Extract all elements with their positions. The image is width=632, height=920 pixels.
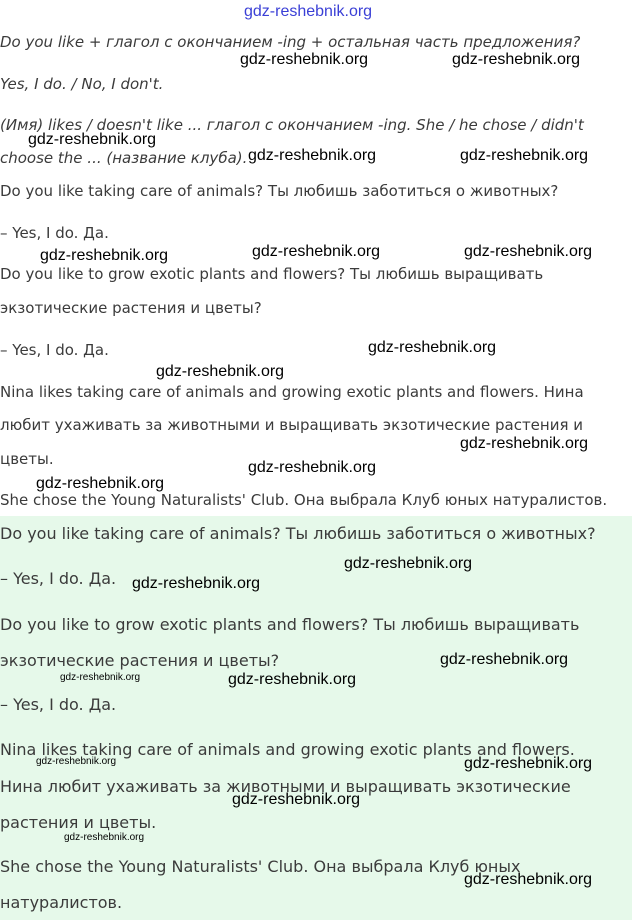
watermark: gdz-reshebnik.org	[40, 247, 169, 264]
watermark: gdz-reshebnik.org	[440, 651, 569, 668]
answer-summary-1-line-1: Nina likes taking care of animals and growing exotic plants and flowers.	[0, 740, 575, 759]
answer-summary-1-line-2: Нина любит ухаживать за животными и выращивать экзотические	[0, 777, 571, 796]
watermark: gdz-reshebnik.org	[64, 832, 145, 843]
watermark: gdz-reshebnik.org	[252, 243, 381, 260]
watermark: gdz-reshebnik.org	[464, 871, 593, 888]
watermark: gdz-reshebnik.org	[240, 51, 369, 68]
question-2-line-2: экзотические растения и цветы?	[0, 299, 262, 317]
summary-2: She chose the Young Naturalists' Club. Она выбрала Клуб юных натуралистов.	[0, 491, 608, 509]
watermark: gdz-reshebnik.org	[344, 555, 473, 572]
watermark: gdz-reshebnik.org	[132, 575, 261, 592]
watermark: gdz-reshebnik.org	[464, 755, 593, 772]
question-2-line-1: Do you like to grow exotic plants and flowers? Ты любишь выращивать	[0, 265, 544, 283]
answer-question-2-line-1: Do you like to grow exotic plants and flowers? Ты любишь выращивать	[0, 615, 580, 634]
answer-2: – Yes, I do. Да.	[0, 341, 109, 359]
watermark-link[interactable]: gdz-reshebnik.org	[244, 3, 373, 20]
summary-1-line-1: Nina likes taking care of animals and growing exotic plants and flowers. Нина	[0, 383, 584, 401]
answer-answer-1: – Yes, I do. Да.	[0, 569, 117, 588]
watermark: gdz-reshebnik.org	[368, 339, 497, 356]
pattern-report-line-2: choose the ... (название клуба).	[0, 149, 248, 167]
watermark: gdz-reshebnik.org	[248, 459, 377, 476]
watermark: gdz-reshebnik.org	[460, 435, 589, 452]
watermark: gdz-reshebnik.org	[36, 756, 117, 767]
watermark: gdz-reshebnik.org	[460, 147, 589, 164]
summary-1-line-2: любит ухаживать за животными и выращивать экзотические растения и	[0, 416, 584, 434]
answer-panel	[0, 516, 632, 920]
watermark: gdz-reshebnik.org	[228, 671, 357, 688]
answer-question-2-line-2: экзотические растения и цветы?	[0, 651, 280, 670]
answer-answer-2: – Yes, I do. Да.	[0, 695, 117, 714]
answer-1: – Yes, I do. Да.	[0, 224, 109, 242]
watermark: gdz-reshebnik.org	[60, 672, 141, 683]
watermark: gdz-reshebnik.org	[452, 51, 581, 68]
watermark: gdz-reshebnik.org	[232, 791, 361, 808]
watermark: gdz-reshebnik.org	[156, 363, 285, 380]
pattern-question: Do you like + глагол с окончанием -ing + остальная часть предложения?	[0, 33, 581, 51]
watermark: gdz-reshebnik.org	[28, 131, 157, 148]
watermark: gdz-reshebnik.org	[248, 147, 377, 164]
answer-question-1: Do you like taking care of animals? Ты любишь заботиться о животных?	[0, 524, 596, 543]
answer-summary-2-line-1: She chose the Young Naturalists' Club. Она выбрала Клуб юных	[0, 857, 521, 876]
pattern-report-line-1: (Имя) likes / doesn't like ... глагол с окончанием -ing. She / he chose / didn't	[0, 116, 584, 134]
pattern-answer: Yes, I do. / No, I don't.	[0, 75, 164, 93]
question-1: Do you like taking care of animals? Ты любишь заботиться о животных?	[0, 182, 559, 200]
answer-summary-2-line-2: натуралистов.	[0, 893, 123, 912]
watermark: gdz-reshebnik.org	[464, 243, 593, 260]
watermark: gdz-reshebnik.org	[36, 475, 165, 492]
answer-summary-1-line-3: растения и цветы.	[0, 813, 157, 832]
summary-1-line-3: цветы.	[0, 450, 54, 468]
